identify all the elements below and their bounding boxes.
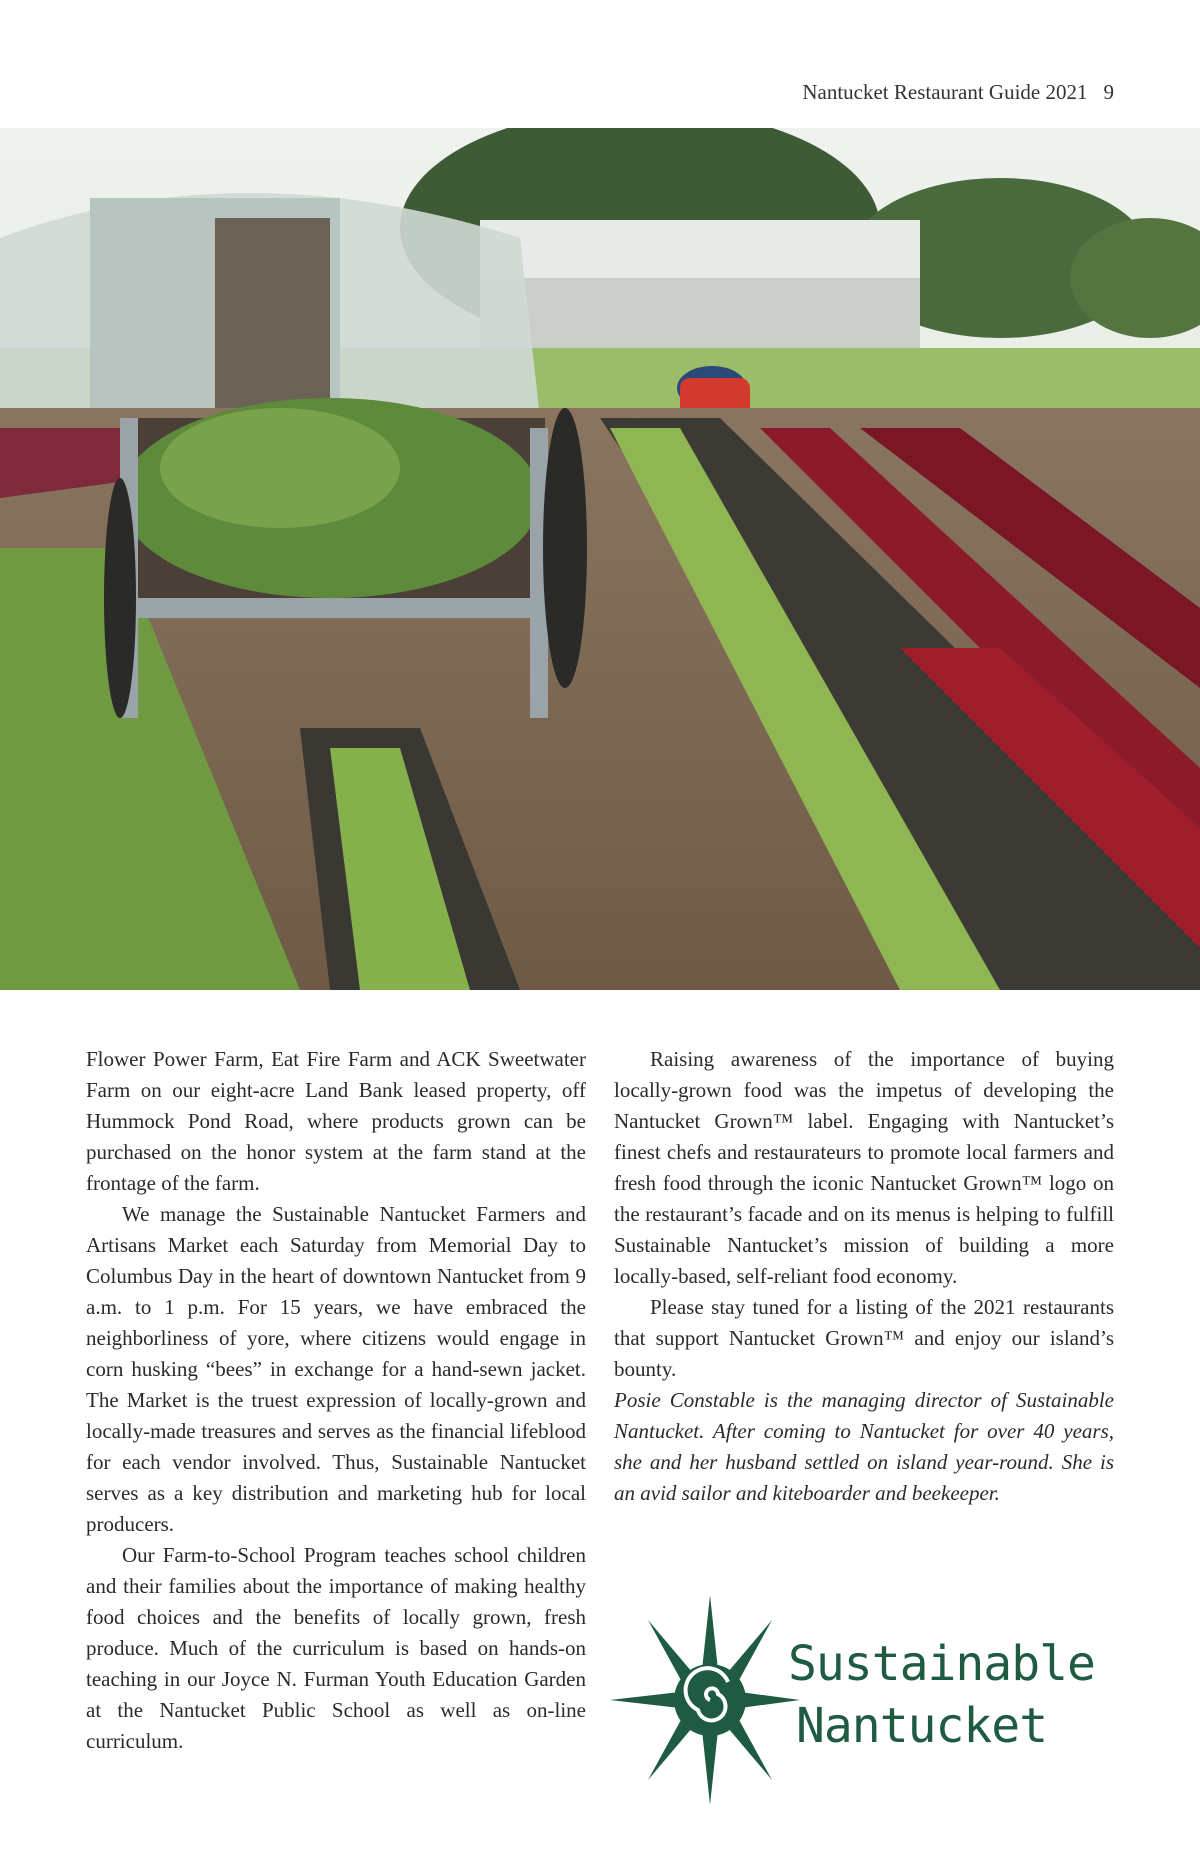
paragraph: Our Farm-to-School Program teaches school children and their families about the importance of making healthy food choices and the benefits of locally grown, fresh produce. Much of the curriculum is based on hands-on teaching in our Joyce N. Furman Youth Education Garden at the Nantucket Public School as well as on-line curriculum. — [86, 1543, 586, 1753]
left-column — [86, 1044, 586, 1757]
logo-line2: Nantucket — [796, 1698, 1048, 1754]
sustainable-nantucket-logo — [610, 1590, 1130, 1810]
page-number: 9 — [1103, 80, 1114, 104]
sun-spiral-icon — [610, 1590, 810, 1810]
author-bio: Posie Constable is the managing director of Sustainable Nantucket. After coming to Nantucket for over 40 years, she and her husband settled on island year-round. She is an avid sailor and kiteboarder and beekeeper. — [614, 1388, 1114, 1505]
publication-title: Nantucket Restaurant Guide 2021 — [802, 80, 1088, 104]
logo-line1: Sustainable — [788, 1636, 1095, 1692]
right-column — [614, 1044, 1114, 1509]
farm-photo — [0, 128, 1200, 990]
running-header — [802, 80, 1114, 105]
paragraph: Please stay tuned for a listing of the 2021 restaurants that support Nantucket Grown™ and enjoy our island’s bounty. — [614, 1295, 1114, 1381]
paragraph: Raising awareness of the importance of buying locally-grown food was the impetus of developing the Nantucket Grown™ label. Engaging with Nantucket’s finest chefs and restaurateurs to promote local farmers and fresh food through the iconic Nantucket Grown™ logo on the restaurant’s facade and on its menus is helping to fulfill Sustainable Nantucket’s mission of building a more locally-based, self-reliant food economy. — [614, 1047, 1114, 1288]
paragraph: Flower Power Farm, Eat Fire Farm and ACK Sweetwater Farm on our eight-acre Land Bank leased property, off Hummock Pond Road, where products grown can be purchased on the honor system at the farm stand at the frontage of the farm. — [86, 1047, 586, 1195]
paragraph: We manage the Sustainable Nantucket Farmers and Artisans Market each Saturday from Memorial Day to Columbus Day in the heart of downtown Nantucket from 9 a.m. to 1 p.m. For 15 years, we have embraced the neighborliness of yore, where citizens would engage in corn husking “bees” in exchange for a hand-sewn jacket. The Market is the truest expression of locally-grown and locally-made treasures and serves as the financial lifeblood for each vendor involved. Thus, Sustainable Nantucket serves as a key distribution and marketing hub for local producers. — [86, 1202, 586, 1536]
